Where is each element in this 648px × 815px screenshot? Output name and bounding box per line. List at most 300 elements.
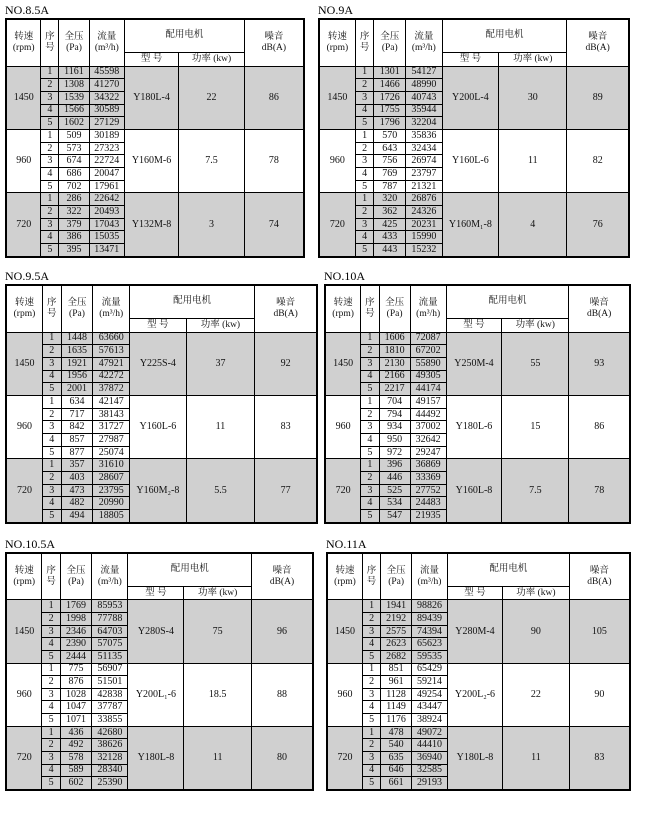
- flow-header-label: 流量: [414, 31, 434, 42]
- motor-type-cell: Y180L-8: [447, 726, 502, 790]
- pressure-cell: 787: [374, 180, 406, 193]
- pressure-cell: 403: [61, 472, 93, 485]
- flow-cell: 24326: [406, 206, 443, 219]
- pressure-cell: 686: [59, 168, 89, 181]
- motor-type-cell: Y180L-4: [124, 66, 178, 129]
- seq-cell: 5: [361, 510, 379, 523]
- seq-cell: 4: [42, 764, 60, 777]
- seq-cell: 1: [41, 130, 59, 143]
- noise-header: [569, 553, 630, 600]
- flow-cell: 49157: [410, 396, 446, 409]
- flow-cell: 49072: [412, 726, 448, 739]
- noise-cell: 78: [244, 130, 304, 193]
- flow-cell: 42272: [93, 370, 130, 383]
- seq-cell: 4: [41, 104, 59, 117]
- seq-header-unit: 号: [359, 42, 370, 53]
- speed-cell: 960: [6, 396, 42, 459]
- speed-header-unit: (rpm): [326, 42, 349, 53]
- pressure-cell: 1071: [60, 714, 91, 727]
- flow-cell: 36940: [412, 751, 448, 764]
- pressure-cell: 386: [59, 231, 89, 244]
- seq-cell: 2: [41, 142, 59, 155]
- seq-cell: 1: [355, 130, 374, 143]
- flow-cell: 25074: [93, 446, 130, 459]
- flow-cell: 49305: [410, 370, 446, 383]
- pressure-cell: 436: [60, 726, 91, 739]
- motor-type-cell: Y160L-6: [130, 396, 187, 459]
- motor-type-cell: Y225S-4: [130, 332, 187, 395]
- pressure-cell: 972: [379, 446, 410, 459]
- flow-cell: 23795: [93, 484, 130, 497]
- motor-power-cell: 11: [503, 726, 570, 790]
- pressure-header-label: 全压: [386, 565, 406, 576]
- flow-cell: 65429: [412, 663, 448, 676]
- flow-cell: 29193: [412, 777, 448, 790]
- flow-header: [412, 553, 448, 600]
- pressure-cell: 396: [379, 459, 410, 472]
- pressure-cell: 2001: [61, 383, 93, 396]
- flow-cell: 37787: [92, 701, 128, 714]
- seq-cell: 3: [42, 484, 61, 497]
- flow-header-label: 流量: [419, 565, 439, 576]
- seq-cell: 4: [42, 638, 60, 651]
- pressure-cell: 961: [381, 676, 412, 689]
- flow-cell: 44174: [410, 383, 446, 396]
- seq-cell: 1: [361, 459, 379, 472]
- pressure-cell: 775: [60, 663, 91, 676]
- speed-cell: 1450: [325, 332, 361, 395]
- flow-cell: 32434: [406, 142, 443, 155]
- motor-header: [446, 285, 569, 318]
- pressure-cell: 674: [59, 155, 89, 168]
- motor-power-cell: 11: [184, 726, 252, 790]
- speed-cell: 720: [327, 726, 362, 790]
- seq-cell: 3: [41, 91, 59, 104]
- pressure-cell: 322: [59, 206, 89, 219]
- flow-cell: 54127: [406, 66, 443, 79]
- seq-cell: 4: [361, 434, 379, 447]
- seq-cell: 4: [355, 231, 374, 244]
- flow-cell: 30189: [89, 130, 124, 143]
- motor-type-header-label: 型 号: [464, 587, 486, 598]
- seq-cell: 5: [355, 117, 374, 130]
- noise-cell: 86: [569, 396, 630, 459]
- flow-cell: 32585: [412, 764, 448, 777]
- motor-type-header-label: 型 号: [147, 319, 169, 330]
- motor-power-header: [184, 586, 252, 600]
- seq-cell: 3: [361, 357, 379, 370]
- flow-cell: 15990: [406, 231, 443, 244]
- motor-power-cell: 55: [502, 332, 569, 395]
- noise-header-label: 噪音: [276, 297, 296, 308]
- flow-cell: 35944: [406, 104, 443, 117]
- header-row: [6, 553, 313, 586]
- seq-header: [41, 19, 59, 66]
- seq-cell: 2: [361, 472, 379, 485]
- seq-cell: 3: [41, 155, 59, 168]
- flow-cell: 49254: [412, 688, 448, 701]
- pressure-cell: 2444: [60, 650, 91, 663]
- flow-cell: 33855: [92, 714, 128, 727]
- pressure-cell: 756: [374, 155, 406, 168]
- flow-cell: 56907: [92, 663, 128, 676]
- flow-cell: 74394: [412, 625, 448, 638]
- seq-cell: 4: [362, 764, 380, 777]
- flow-cell: 89439: [412, 613, 448, 626]
- flow-cell: 27323: [89, 142, 124, 155]
- pressure-cell: 842: [61, 421, 93, 434]
- pressure-cell: 634: [61, 396, 93, 409]
- noise-header: [244, 19, 304, 66]
- motor-power-cell: 11: [499, 130, 567, 193]
- table-row: [6, 332, 317, 345]
- noise-cell: 78: [569, 459, 630, 523]
- pressure-header-label: 全压: [66, 565, 86, 576]
- pressure-header: [61, 285, 93, 332]
- table-row: [319, 130, 629, 143]
- speed-cell: 960: [319, 130, 355, 193]
- seq-cell: 2: [362, 613, 380, 626]
- flow-cell: 25390: [92, 777, 128, 790]
- flow-cell: 37002: [410, 421, 446, 434]
- flow-cell: 28340: [92, 764, 128, 777]
- pressure-cell: 2682: [381, 650, 412, 663]
- motor-type-cell: Y160M₂-8: [130, 459, 187, 523]
- flow-cell: 27752: [410, 484, 446, 497]
- noise-cell: 77: [255, 459, 317, 523]
- flow-header-unit: (m³/h): [411, 42, 436, 53]
- speed-header-label: 转速: [335, 565, 355, 576]
- pressure-cell: 547: [379, 510, 410, 523]
- pressure-cell: 643: [374, 142, 406, 155]
- seq-cell: 2: [41, 79, 59, 92]
- flow-header-unit: (m³/h): [416, 308, 441, 319]
- noise-cell: 74: [244, 193, 304, 257]
- seq-cell: 4: [362, 638, 380, 651]
- pressure-cell: 857: [61, 434, 93, 447]
- motor-type-cell: Y250M-4: [446, 332, 502, 395]
- seq-cell: 5: [362, 650, 380, 663]
- seq-cell: 3: [42, 421, 61, 434]
- table-row: [327, 663, 630, 676]
- motor-type-cell: Y200L-4: [442, 66, 498, 129]
- motor-header-label: 配用电机: [170, 564, 209, 575]
- seq-cell: 2: [42, 739, 60, 752]
- pressure-cell: 717: [61, 408, 93, 421]
- pressure-header-unit: (Pa): [388, 576, 405, 587]
- flow-cell: 57613: [93, 345, 130, 358]
- seq-header-label: 序: [366, 565, 377, 576]
- seq-header-label: 序: [359, 31, 370, 42]
- seq-cell: 4: [41, 231, 59, 244]
- seq-cell: 4: [42, 370, 61, 383]
- pressure-cell: 570: [374, 130, 406, 143]
- header-row: [6, 19, 304, 52]
- seq-cell: 3: [355, 91, 374, 104]
- seq-cell: 2: [355, 206, 374, 219]
- speed-cell: 720: [6, 193, 41, 257]
- noise-cell: 76: [567, 193, 629, 257]
- noise-cell: 80: [251, 726, 313, 790]
- flow-cell: 59535: [412, 650, 448, 663]
- seq-cell: 5: [41, 180, 59, 193]
- motor-type-cell: Y200L₂-6: [447, 663, 502, 726]
- pressure-cell: 1606: [379, 332, 410, 345]
- seq-cell: 4: [361, 370, 379, 383]
- flow-cell: 48990: [406, 79, 443, 92]
- seq-cell: 4: [355, 104, 374, 117]
- seq-cell: 3: [42, 751, 60, 764]
- pressure-cell: 950: [379, 434, 410, 447]
- flow-cell: 42838: [92, 688, 128, 701]
- pressure-cell: 446: [379, 472, 410, 485]
- seq-cell: 4: [41, 168, 59, 181]
- seq-cell: 5: [41, 117, 59, 130]
- pressure-cell: 876: [60, 676, 91, 689]
- seq-cell: 1: [41, 66, 59, 79]
- seq-header: [42, 285, 61, 332]
- pressure-cell: 534: [379, 497, 410, 510]
- seq-header-unit: 号: [45, 42, 55, 53]
- flow-header-label: 流量: [418, 297, 438, 308]
- flow-cell: 34322: [89, 91, 124, 104]
- noise-header: [567, 19, 629, 66]
- flow-header-label: 流量: [101, 297, 121, 308]
- speed-header-unit: (rpm): [13, 576, 36, 587]
- flow-cell: 47921: [93, 357, 130, 370]
- seq-cell: 5: [361, 446, 379, 459]
- flow-header: [93, 285, 130, 332]
- pressure-cell: 2346: [60, 625, 91, 638]
- spec-table: [5, 284, 318, 524]
- seq-cell: 2: [361, 408, 379, 421]
- flow-cell: 22724: [89, 155, 124, 168]
- flow-header: [92, 553, 128, 600]
- motor-header-label: 配用电机: [485, 30, 524, 41]
- pressure-cell: 2390: [60, 638, 91, 651]
- seq-cell: 5: [42, 446, 61, 459]
- noise-header-unit: dB(A): [587, 576, 612, 587]
- motor-power-cell: 90: [503, 600, 570, 663]
- seq-header-unit: 号: [365, 308, 375, 319]
- seq-cell: 2: [42, 676, 60, 689]
- pressure-header-unit: (Pa): [381, 42, 398, 53]
- flow-cell: 57075: [92, 638, 128, 651]
- table-row: [6, 663, 313, 676]
- pressure-cell: 482: [61, 497, 93, 510]
- speed-header-unit: (rpm): [13, 308, 36, 319]
- seq-cell: 1: [42, 332, 61, 345]
- seq-cell: 5: [355, 244, 374, 257]
- seq-cell: 3: [355, 218, 374, 231]
- pressure-cell: 635: [381, 751, 412, 764]
- flow-cell: 13471: [89, 244, 124, 257]
- speed-header-label: 转速: [327, 31, 347, 42]
- motor-power-header-label: 功率 (kw): [513, 53, 553, 64]
- noise-header-label: 噪音: [264, 31, 284, 42]
- flow-header-unit: (m³/h): [94, 42, 119, 53]
- flow-cell: 28607: [93, 472, 130, 485]
- seq-cell: 2: [41, 206, 59, 219]
- noise-header: [255, 285, 317, 332]
- flow-cell: 77788: [92, 613, 128, 626]
- pressure-cell: 704: [379, 396, 410, 409]
- pressure-cell: 286: [59, 193, 89, 206]
- flow-cell: 31727: [93, 421, 130, 434]
- pressure-header: [381, 553, 412, 600]
- pressure-cell: 433: [374, 231, 406, 244]
- flow-cell: 59214: [412, 676, 448, 689]
- pressure-cell: 1998: [60, 613, 91, 626]
- pressure-header-unit: (Pa): [66, 42, 82, 53]
- seq-cell: 3: [361, 421, 379, 434]
- spec-table: [326, 552, 631, 791]
- pressure-cell: 2623: [381, 638, 412, 651]
- motor-header: [124, 19, 244, 52]
- header-row: [325, 285, 630, 318]
- seq-cell: 2: [355, 142, 374, 155]
- flow-header-unit: (m³/h): [417, 576, 442, 587]
- seq-cell: 3: [362, 625, 380, 638]
- pressure-cell: 702: [59, 180, 89, 193]
- seq-cell: 1: [361, 332, 379, 345]
- pressure-cell: 1161: [59, 66, 89, 79]
- flow-cell: 15232: [406, 244, 443, 257]
- flow-cell: 17043: [89, 218, 124, 231]
- motor-power-cell: 15: [502, 396, 569, 459]
- flow-cell: 27129: [89, 117, 124, 130]
- flow-cell: 72087: [410, 332, 446, 345]
- speed-cell: 720: [325, 459, 361, 523]
- seq-cell: 1: [42, 459, 61, 472]
- motor-type-cell: Y160L-8: [446, 459, 502, 523]
- table-row: [325, 459, 630, 472]
- flow-cell: 98826: [412, 600, 448, 613]
- model-title: NO.9.5A: [5, 269, 49, 283]
- seq-cell: 5: [42, 650, 60, 663]
- motor-type-header: [128, 586, 184, 600]
- noise-cell: 96: [251, 600, 313, 663]
- motor-type-header-label: 型 号: [140, 53, 163, 64]
- seq-header-label: 序: [45, 31, 55, 42]
- spec-table: [318, 18, 630, 258]
- pressure-cell: 320: [374, 193, 406, 206]
- flow-cell: 43447: [412, 701, 448, 714]
- pressure-cell: 1956: [61, 370, 93, 383]
- motor-header: [130, 285, 255, 318]
- pressure-cell: 2575: [381, 625, 412, 638]
- seq-cell: 5: [355, 180, 374, 193]
- pressure-cell: 1810: [379, 345, 410, 358]
- seq-cell: 1: [361, 396, 379, 409]
- flow-cell: 31610: [93, 459, 130, 472]
- flow-cell: 44410: [412, 739, 448, 752]
- pressure-cell: 1921: [61, 357, 93, 370]
- motor-type-header-label: 型 号: [459, 53, 482, 64]
- noise-header-unit: dB(A): [261, 42, 287, 53]
- motor-power-cell: 7.5: [502, 459, 569, 523]
- flow-cell: 85953: [92, 600, 128, 613]
- flow-cell: 41270: [89, 79, 124, 92]
- flow-cell: 18805: [93, 510, 130, 523]
- flow-cell: 55890: [410, 357, 446, 370]
- model-title: NO.9A: [318, 3, 353, 17]
- speed-header: [319, 19, 355, 66]
- flow-cell: 38924: [412, 714, 448, 727]
- seq-header: [361, 285, 379, 332]
- pressure-cell: 1466: [374, 79, 406, 92]
- flow-cell: 67202: [410, 345, 446, 358]
- motor-power-header: [499, 52, 567, 66]
- flow-cell: 36869: [410, 459, 446, 472]
- pressure-cell: 1796: [374, 117, 406, 130]
- flow-cell: 38626: [92, 739, 128, 752]
- pressure-cell: 589: [60, 764, 91, 777]
- table-row: [319, 66, 629, 79]
- seq-cell: 3: [42, 357, 61, 370]
- motor-power-header-label: 功率 (kw): [515, 319, 555, 330]
- pressure-cell: 877: [61, 446, 93, 459]
- pressure-cell: 1635: [61, 345, 93, 358]
- table-row: [325, 332, 630, 345]
- pressure-header-unit: (Pa): [68, 576, 84, 587]
- spec-table: [5, 18, 305, 258]
- seq-cell: 2: [42, 472, 61, 485]
- flow-cell: 20231: [406, 218, 443, 231]
- flow-cell: 40743: [406, 91, 443, 104]
- motor-type-cell: Y160M₁-8: [442, 193, 498, 257]
- pressure-cell: 1176: [381, 714, 412, 727]
- pressure-cell: 494: [61, 510, 93, 523]
- seq-cell: 1: [42, 396, 61, 409]
- motor-type-cell: Y280S-4: [128, 600, 184, 663]
- motor-power-header-label: 功率 (kw): [191, 53, 232, 64]
- speed-header-unit: (rpm): [12, 42, 35, 53]
- pressure-cell: 1769: [60, 600, 91, 613]
- speed-cell: 960: [327, 663, 362, 726]
- motor-header: [442, 19, 567, 52]
- pressure-cell: 646: [381, 764, 412, 777]
- speed-cell: 960: [6, 663, 42, 726]
- motor-power-header: [503, 586, 570, 600]
- pressure-cell: 2130: [379, 357, 410, 370]
- pressure-cell: 794: [379, 408, 410, 421]
- seq-cell: 2: [361, 345, 379, 358]
- seq-cell: 3: [362, 688, 380, 701]
- speed-cell: 720: [6, 726, 42, 790]
- pressure-cell: 2192: [381, 613, 412, 626]
- speed-header: [6, 285, 42, 332]
- pressure-header-label: 全压: [385, 297, 405, 308]
- pressure-cell: 1539: [59, 91, 89, 104]
- noise-cell: 86: [244, 66, 304, 129]
- seq-cell: 5: [362, 714, 380, 727]
- speed-header: [6, 553, 42, 600]
- seq-cell: 2: [42, 345, 61, 358]
- pressure-cell: 573: [59, 142, 89, 155]
- motor-power-header-label: 功率 (kw): [516, 587, 556, 598]
- flow-cell: 32204: [406, 117, 443, 130]
- pressure-cell: 661: [381, 777, 412, 790]
- speed-cell: 1450: [6, 600, 42, 663]
- noise-cell: 82: [567, 130, 629, 193]
- seq-header-label: 序: [365, 297, 375, 308]
- table-row: [325, 396, 630, 409]
- pressure-cell: 2166: [379, 370, 410, 383]
- speed-cell: 1450: [319, 66, 355, 129]
- model-title: NO.10A: [324, 269, 365, 283]
- seq-cell: 4: [42, 701, 60, 714]
